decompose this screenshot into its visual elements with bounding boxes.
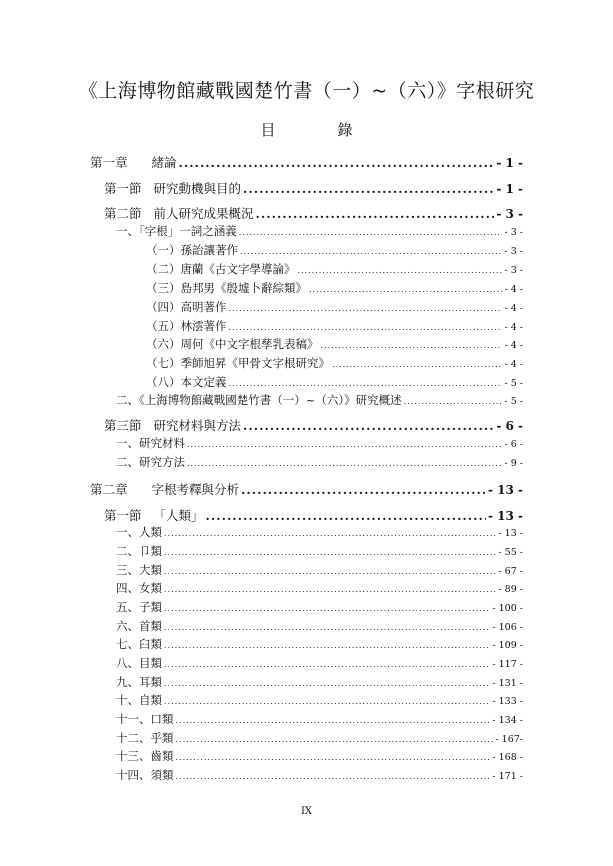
toc-entry bbox=[90, 480, 523, 498]
dot-leader bbox=[164, 600, 490, 614]
toc-entry-text: 字根考釋與分析 bbox=[151, 482, 240, 497]
toc-entry-page: - 5 - bbox=[504, 396, 523, 407]
dot-leader bbox=[164, 525, 496, 539]
toc-entry-prefix: 第一章 bbox=[90, 155, 128, 170]
toc-entry-page: - 4 - bbox=[504, 303, 523, 314]
toc-entry-page: - 109 - bbox=[492, 640, 523, 651]
toc-entry-label bbox=[104, 204, 254, 222]
toc-entry-text: 五、子類 bbox=[116, 600, 162, 614]
toc-entry-text: 十四、須類 bbox=[116, 768, 174, 782]
dot-leader bbox=[176, 768, 491, 782]
toc-entry-page: - 171 - bbox=[492, 771, 523, 782]
toc-entry bbox=[146, 374, 523, 390]
toc-entry-text: （五）林澐著作 bbox=[146, 319, 227, 333]
dot-leader bbox=[321, 337, 503, 351]
dot-leader bbox=[176, 731, 494, 745]
dot-leader bbox=[229, 319, 503, 333]
dot-leader bbox=[309, 281, 502, 295]
toc-entry-page: - 134 - bbox=[492, 715, 523, 726]
toc-entry-text: 前人研究成果概況 bbox=[153, 206, 254, 221]
toc-entry-label bbox=[104, 416, 241, 434]
toc-entry bbox=[146, 299, 523, 315]
toc-entry-text: 四、女類 bbox=[116, 581, 162, 595]
toc-entry-text: 七、臼類 bbox=[116, 637, 162, 651]
toc-entry-label bbox=[116, 618, 162, 634]
toc-entry-page: - 167- bbox=[495, 734, 523, 745]
toc-entry bbox=[146, 336, 523, 352]
toc-entry bbox=[116, 580, 523, 596]
toc-entry-label bbox=[116, 392, 402, 408]
toc-entry-label bbox=[116, 543, 162, 559]
dot-leader bbox=[206, 508, 486, 523]
toc-entry-text: 八、目類 bbox=[116, 656, 162, 670]
toc-entry-label bbox=[146, 374, 227, 390]
toc-entry-page: - 106 - bbox=[492, 622, 523, 633]
toc-entry-text: 研究動機與目的 bbox=[153, 181, 242, 196]
dot-leader bbox=[164, 544, 496, 558]
toc-entry-text: 九、耳類 bbox=[116, 675, 162, 689]
toc-entry-label bbox=[116, 636, 162, 652]
toc-entry-label bbox=[116, 692, 162, 708]
toc-entry-label bbox=[90, 480, 239, 498]
toc-entry-prefix: 第二章 bbox=[90, 482, 128, 497]
dot-leader bbox=[298, 262, 503, 276]
dot-leader bbox=[164, 693, 490, 707]
toc-entry-page: - 67 - bbox=[498, 566, 523, 577]
toc-entry bbox=[116, 730, 523, 746]
toc-entry-label bbox=[146, 318, 227, 334]
toc-entry-page: - 117 - bbox=[492, 659, 523, 670]
toc-entry bbox=[116, 711, 523, 727]
toc-entry-label bbox=[104, 506, 204, 524]
toc-entry-text: （八）本文定義 bbox=[146, 375, 227, 389]
dot-leader bbox=[243, 181, 494, 196]
toc-entry-label bbox=[146, 280, 307, 296]
toc-entry-page: - 5 - bbox=[504, 378, 523, 389]
dot-leader bbox=[164, 581, 496, 595]
toc-entry-text: 緒論 bbox=[151, 155, 177, 170]
toc-entry-label bbox=[146, 242, 238, 258]
toc-entry-page: - 4 - bbox=[504, 322, 523, 333]
toc-entry-label bbox=[116, 599, 162, 615]
toc-entry bbox=[116, 454, 523, 470]
toc-entry-label bbox=[116, 223, 237, 239]
toc-entry bbox=[116, 392, 523, 408]
toc-entry-label bbox=[146, 355, 330, 371]
toc-entry-label bbox=[116, 562, 162, 578]
dot-leader bbox=[164, 563, 496, 577]
toc-entry-page: - 13 - bbox=[487, 483, 523, 497]
toc-entry-page: - 1 - bbox=[496, 182, 523, 196]
toc-entry-text: 研究材料與方法 bbox=[153, 418, 242, 433]
toc-entry-prefix: 第二節 bbox=[104, 206, 142, 221]
toc-entry bbox=[116, 655, 523, 671]
toc-entry bbox=[116, 767, 523, 783]
dot-leader bbox=[256, 206, 495, 221]
toc-entry-text: （二）唐蘭《古文字學導論》 bbox=[146, 262, 296, 276]
toc-entry-text: （一）孫詒讓著作 bbox=[146, 243, 238, 257]
toc-entry-text: （六）周何《中文字根孳乳表稿》 bbox=[146, 337, 319, 351]
toc-entry-text: （三）島邦男《殷墟卜辭綜類》 bbox=[146, 281, 307, 295]
toc-entry-label bbox=[116, 711, 174, 727]
toc-entry bbox=[146, 261, 523, 277]
dot-leader bbox=[332, 356, 502, 370]
toc-entry bbox=[116, 692, 523, 708]
toc-entry-label bbox=[116, 454, 185, 470]
toc-entry-page: - 13 - bbox=[487, 509, 523, 523]
toc-entry bbox=[116, 524, 523, 540]
toc-entry-text: 「人類」 bbox=[153, 508, 204, 523]
toc-entry-prefix: 第一節 bbox=[104, 181, 142, 196]
toc-entry-text: （七）季師旭昇《甲骨文字根研究》 bbox=[146, 356, 330, 370]
toc-entry bbox=[116, 748, 523, 764]
toc-entry-label bbox=[146, 336, 319, 352]
toc-entry-label bbox=[116, 730, 174, 746]
toc-entry bbox=[104, 416, 523, 434]
toc-entry-page: - 9 - bbox=[504, 458, 523, 469]
toc-entry-text: 三、大類 bbox=[116, 563, 162, 577]
dot-leader bbox=[229, 300, 503, 314]
toc-entry bbox=[116, 599, 523, 615]
toc-entry bbox=[146, 355, 523, 371]
dot-leader bbox=[176, 749, 491, 763]
toc-entry bbox=[104, 506, 523, 524]
toc-entry-page: - 4 - bbox=[504, 340, 523, 351]
toc-entry-text: 十三、齒類 bbox=[116, 749, 174, 763]
toc-entry-page: - 6 - bbox=[504, 439, 523, 450]
dot-leader bbox=[239, 224, 503, 238]
toc-heading-char-2: 錄 bbox=[337, 121, 353, 139]
toc-entry-page: - 3 - bbox=[504, 246, 523, 257]
toc-entry-text: 一、人類 bbox=[116, 525, 162, 539]
toc-entry-label bbox=[116, 524, 162, 540]
toc-entry-page: - 4 - bbox=[504, 359, 523, 370]
toc-entry-text: 十一、口類 bbox=[116, 712, 174, 726]
toc-entry bbox=[146, 280, 523, 296]
dot-leader bbox=[164, 619, 490, 633]
toc-entry bbox=[116, 674, 523, 690]
toc-entry bbox=[116, 636, 523, 652]
toc-entry-text: 二、研究方法 bbox=[116, 455, 185, 469]
toc-entry-label bbox=[116, 748, 174, 764]
toc-entry-text: 一、「字根」一詞之涵義 bbox=[116, 224, 237, 238]
toc-entry bbox=[146, 242, 523, 258]
dot-leader bbox=[241, 482, 486, 497]
toc-entry-label bbox=[116, 435, 185, 451]
dot-leader bbox=[187, 436, 502, 450]
toc-entry-page: - 89 - bbox=[498, 584, 523, 595]
dot-leader bbox=[164, 637, 490, 651]
toc-entry bbox=[90, 153, 523, 171]
toc-entry-page: - 131 - bbox=[492, 678, 523, 689]
toc-entry-page: - 13 - bbox=[498, 528, 523, 539]
toc-entry bbox=[116, 562, 523, 578]
toc-entry-prefix: 第一節 bbox=[104, 508, 142, 523]
dot-leader bbox=[229, 375, 503, 389]
toc-entry-page: - 133 - bbox=[492, 696, 523, 707]
toc-entry-label bbox=[104, 179, 241, 197]
toc-heading bbox=[0, 119, 613, 140]
dot-leader bbox=[404, 393, 503, 407]
toc-entry-page: - 100 - bbox=[492, 603, 523, 614]
toc-entry-page: - 6 - bbox=[496, 419, 523, 433]
toc-entry bbox=[146, 318, 523, 334]
toc-entry-label bbox=[116, 674, 162, 690]
dot-leader bbox=[240, 243, 502, 257]
toc-entry bbox=[104, 179, 523, 197]
dot-leader bbox=[187, 455, 502, 469]
toc-entry bbox=[104, 204, 523, 222]
toc-entry-text: 二、《上海博物館藏戰國楚竹書（一）~（六）》研究概述 bbox=[116, 393, 402, 407]
toc-entry-page: - 55 - bbox=[498, 547, 523, 558]
toc-entry-page: - 168 - bbox=[492, 752, 523, 763]
toc-entry bbox=[116, 618, 523, 634]
toc-entry-text: 二、卩類 bbox=[116, 544, 162, 558]
dot-leader bbox=[176, 712, 491, 726]
dot-leader bbox=[243, 418, 494, 433]
toc-entry bbox=[116, 543, 523, 559]
toc-entry-text: 十二、乎類 bbox=[116, 731, 174, 745]
toc-entry-page: - 1 - bbox=[496, 156, 523, 170]
toc-entry-label bbox=[90, 153, 177, 171]
toc-entry-page: - 3 - bbox=[504, 265, 523, 276]
toc-entry-label bbox=[116, 580, 162, 596]
toc-entry-label bbox=[116, 767, 174, 783]
dot-leader bbox=[164, 656, 490, 670]
toc-entry-text: 一、研究材料 bbox=[116, 436, 185, 450]
toc-entry-text: 六、首類 bbox=[116, 619, 162, 633]
toc-entry-label bbox=[146, 261, 296, 277]
toc-entry-text: （四）高明著作 bbox=[146, 300, 227, 314]
toc-entry-prefix: 第三節 bbox=[104, 418, 142, 433]
toc-entry-label bbox=[116, 655, 162, 671]
toc-entry bbox=[116, 223, 523, 239]
dot-leader bbox=[179, 155, 495, 170]
dot-leader bbox=[164, 675, 490, 689]
toc-entry-text: 十、自類 bbox=[116, 693, 162, 707]
page-number: IX bbox=[300, 806, 313, 817]
toc-entry-page: - 4 - bbox=[504, 284, 523, 295]
toc-entry-page: - 3 - bbox=[496, 207, 523, 221]
toc-heading-char-1: 目 bbox=[260, 121, 276, 139]
toc-entry-label bbox=[146, 299, 227, 315]
toc-entry bbox=[116, 435, 523, 451]
document-title: 《上海博物館藏戰國楚竹書（一）~（六）》字根研究 bbox=[78, 80, 535, 102]
toc-entry-page: - 3 - bbox=[504, 227, 523, 238]
